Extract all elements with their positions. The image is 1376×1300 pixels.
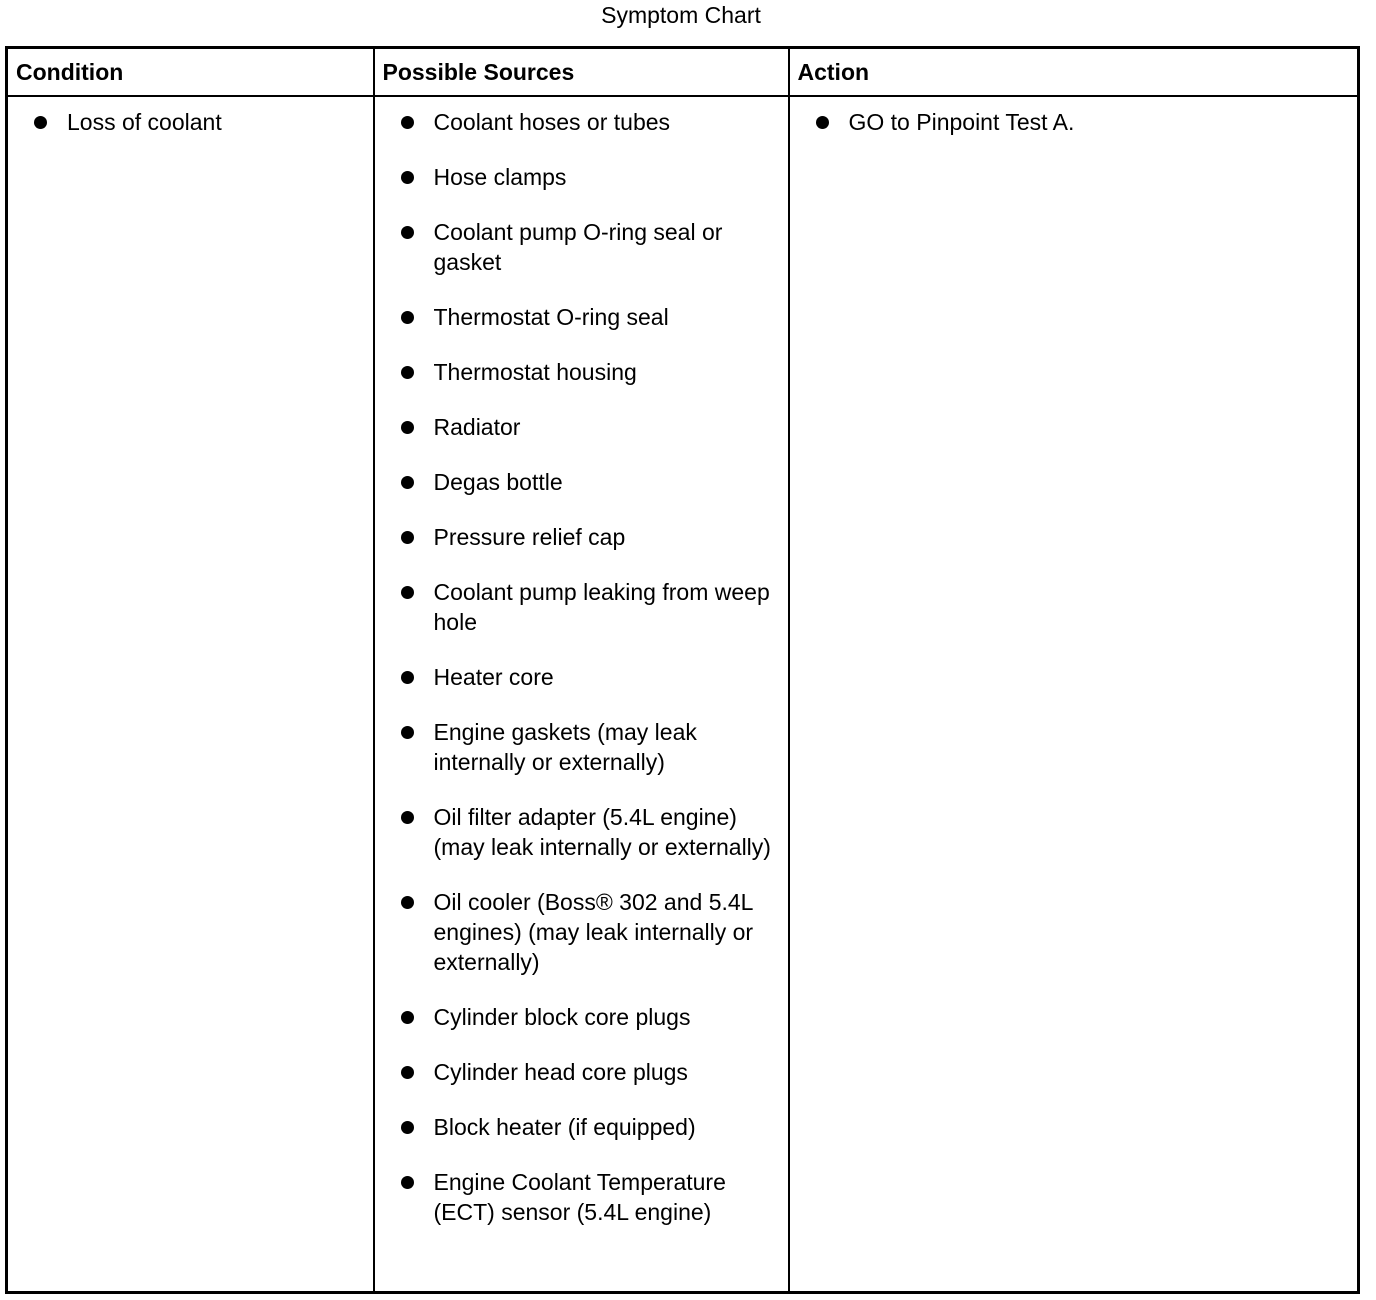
list-item [32,107,367,137]
bullet-icon [401,1066,414,1079]
bullet-icon [401,726,414,739]
action-list [814,107,1352,137]
list-item [399,577,782,637]
list-item-text: Cylinder head core plugs [433,1059,688,1085]
bullet-icon [401,311,414,324]
list-item [399,412,782,442]
list-item-text: Coolant pump O-ring seal or gasket [433,219,723,275]
bullet-icon [401,671,414,684]
list-item [399,717,782,777]
list-item [814,107,1352,137]
table-row [7,96,1359,1293]
column-header-possible-sources: Possible Sources [374,48,789,97]
list-item-text: Heater core [433,664,554,690]
action-cell [789,96,1359,1293]
list-item [399,802,782,862]
list-item [399,162,782,192]
bullet-icon [401,226,414,239]
list-item-text: GO to Pinpoint Test A. [848,109,1075,135]
condition-cell [7,96,374,1293]
possible-sources-cell [374,96,789,1293]
list-item-text: Coolant pump leaking from weep hole [433,579,770,635]
bullet-icon [401,896,414,909]
list-item-text: Pressure relief cap [433,524,626,550]
condition-list [32,107,367,137]
list-item [399,467,782,497]
list-item [399,107,782,137]
table-header-row [7,48,1359,97]
list-item-text: Engine gaskets (may leak internally or externally) [433,719,697,775]
list-item-text: Cylinder block core plugs [433,1004,691,1030]
list-item [399,522,782,552]
list-item-text: Oil filter adapter (5.4L engine) (may leak internally or externally) [433,804,771,860]
bullet-icon [816,116,829,129]
bullet-icon [401,476,414,489]
list-item-text: Degas bottle [433,469,563,495]
bullet-icon [401,366,414,379]
list-item-text: Engine Coolant Temperature (ECT) sensor (5.4L engine) [433,1169,726,1225]
bullet-icon [34,116,47,129]
list-item [399,1057,782,1087]
list-item [399,217,782,277]
bullet-icon [401,586,414,599]
bullet-icon [401,421,414,434]
column-header-action: Action [789,48,1359,97]
list-item-text: Hose clamps [433,164,567,190]
list-item [399,302,782,332]
bullet-icon [401,171,414,184]
list-item-text: Coolant hoses or tubes [433,109,671,135]
bullet-icon [401,1011,414,1024]
list-item [399,887,782,977]
bullet-icon [401,531,414,544]
list-item-text: Oil cooler (Boss® 302 and 5.4L engines) (may leak internally or externally) [433,889,754,975]
symptom-table [5,46,1360,1294]
list-item-text: Radiator [433,414,521,440]
page-title: Symptom Chart [601,2,761,28]
bullet-icon [401,1121,414,1134]
list-item [399,1167,782,1227]
list-item [399,662,782,692]
possible-sources-list [399,107,782,1227]
bullet-icon [401,116,414,129]
bullet-icon [401,1176,414,1189]
list-item [399,357,782,387]
list-item-text: Thermostat housing [433,359,637,385]
bullet-icon [401,811,414,824]
list-item-text: Block heater (if equipped) [433,1114,696,1140]
list-item [399,1112,782,1142]
list-item-text: Loss of coolant [67,109,222,135]
column-header-condition: Condition [7,48,374,97]
list-item-text: Thermostat O-ring seal [433,304,669,330]
list-item [399,1002,782,1032]
